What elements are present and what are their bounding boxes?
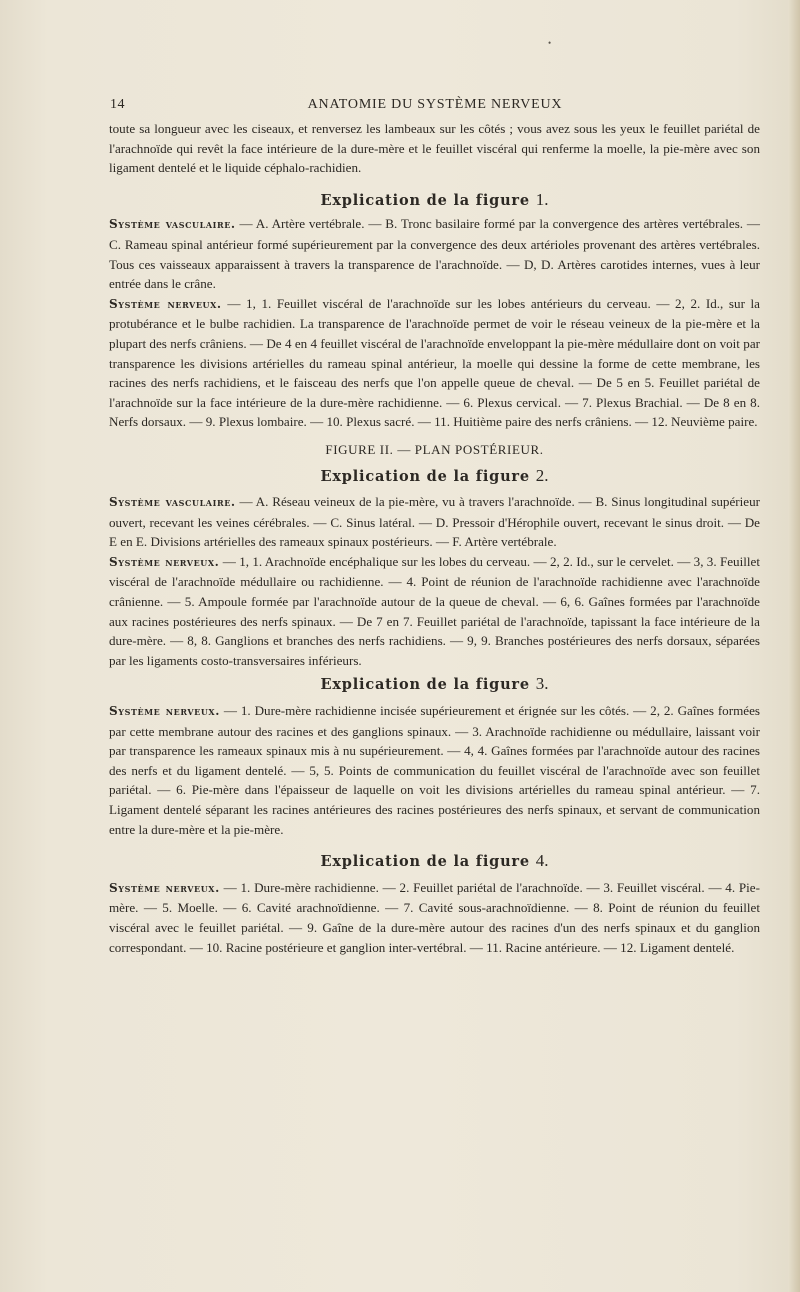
figure-1-vascular-paragraph: [109, 214, 760, 293]
page-body: [109, 119, 760, 957]
figure-1-vascular-lead: Système vasculaire.: [109, 217, 236, 232]
figure-2-nervous-paragraph: [109, 552, 760, 671]
figure-2-vascular-paragraph: [109, 492, 760, 552]
figure-3-nervous-paragraph: [109, 701, 760, 839]
figure-4-nervous-paragraph: [109, 878, 760, 957]
figure-2-heading: [109, 466, 760, 487]
figure-1-vascular-text: — A. Artère vertébrale. — B. Tronc basilaire formé par la convergence des artères vertébrales. — C. Rameau spinal antérieur formé supérieurement par la convergence des deux artérioles provenant des artères vertébrales. Tous ces vaisseaux apparaissent à travers la transparence de l'arachnoïde. — D, D. Artères carotides internes, vues à leur entrée dans le crâne.: [109, 216, 760, 292]
ink-speck: •: [548, 38, 552, 48]
figure-4-heading-number: 4.: [535, 851, 549, 871]
figure-3-nervous-lead: Système nerveux.: [109, 704, 220, 719]
figure-1-nervous-paragraph: [109, 294, 760, 432]
figure-2-heading-text: Explication de la figure: [320, 467, 530, 485]
figure-4-heading-text: Explication de la figure: [320, 853, 530, 871]
figure-2-title: FIGURE II. — PLAN POSTÉRIEUR.: [325, 441, 544, 457]
figure-1-heading-text: Explication de la figure: [320, 191, 530, 209]
figure-3-heading-text: Explication de la figure: [320, 676, 530, 694]
figure-2-nervous-text: — 1, 1. Arachnoïde encéphalique sur les lobes du cerveau. — 2, 2. Id., sur le cervelet. — 3, 3. Feuillet viscéral de l'arachnoïde médullaire ou rachidienne. — 4. Point de réunion de l'arachnoïde rachidienne avec l'arachnoïde crânienne. — 5. Ampoule formée par l'arachnoïde autour de la queue de cheval. — 6, 6. Gaînes formées par l'arachnoïde aux racines postérieures des nerfs spinaux. — De 7 en 7. Feuillet pariétal de l'arachnoïde, tapissant la face intérieure de la dure-mère. — 8, 8. Ganglions et branches des nerfs rachidiens. — 9, 9. Branches postérieures des nerfs dorsaux, séparées par les ligaments costo-transversaires inférieurs.: [109, 553, 760, 668]
figure-1-nervous-lead: Système nerveux.: [109, 296, 222, 311]
figure-3-heading-number: 3.: [535, 674, 549, 694]
running-title: ANATOMIE DU SYSTÈME NERVEUX: [307, 97, 563, 112]
figure-2-vascular-text: — A. Réseau veineux de la pie-mère, vu à travers l'arachnoïde. — B. Sinus longitudinal supérieur ouvert, recevant les veines cérébrales. — C. Sinus latéral. — D. Pressoir d'Hérophile ouvert, recevant le sinus droit. — De E en E. Divisions artérielles des rameaux spinaux postérieurs. — F. Artère vertébrale.: [109, 494, 760, 550]
figure-4-nervous-text: — 1. Dure-mère rachidienne. — 2. Feuillet pariétal de l'arachnoïde. — 3. Feuillet viscéral. — 4. Pie-mère. — 5. Moelle. — 6. Cavité arachnoïdienne. — 7. Cavité sous-arachnoïdienne. — 8. Point de réunion du feuillet viscéral avec le feuillet pariétal. — 9. Gaîne de la dure-mère autour des racines d'un des nerfs spinaux et du ganglion correspondant. — 10. Racine postérieure et ganglion inter-vertébral. — 11. Racine antérieure. — 12. Ligament dentelé.: [109, 879, 760, 955]
figure-4-heading: [109, 851, 760, 872]
intro-paragraph: toute sa longueur avec les ciseaux, et renversez les lambeaux sur les côtés ; vous avez sous les yeux le feuillet pariétal de l'arachnoïde qui revêt la face intérieure de la dure-mère et le feuillet viscéral qui renferme la moelle, la pie-mère avec son ligament dentelé et le liquide céphalo-rachidien.: [109, 121, 760, 176]
page-number: 14: [110, 97, 125, 112]
page-edge: [788, 0, 800, 1292]
figure-2-nervous-lead: Système nerveux.: [109, 554, 220, 569]
figure-2-heading-number: 2.: [535, 465, 549, 485]
figure-1-heading-number: 1.: [535, 189, 549, 209]
figure-2-vascular-lead: Système vasculaire.: [109, 495, 236, 510]
figure-1-nervous-text: — 1, 1. Feuillet viscéral de l'arachnoïde sur les lobes antérieurs du cerveau. — 2, 2. Id., sur la protubérance et le bulbe rachidien. La transparence de l'arachnoïde permet de voir le réseau veineux de la pie-mère et la plupart des nerfs crâniens. — De 4 en 4 feuillet viscéral de l'arachnoïde enveloppant la pie-mère médullaire dont on voit par transparence les divisions artérielles du rameau spinal antérieur, la moelle qui dessine la forme de cette membrane, les racines des nerfs rachidiens, et le faisceau des nerfs que l'on appelle queue de cheval. — De 5 en 5. Feuillet pariétal de l'arachnoïde sur la face intérieure de la dure-mère rachidienne. — 6. Plexus cervical. — 7. Plexus Brachial. — De 8 en 8. Nerfs dorsaux. — 9. Plexus lombaire. — 10. Plexus sacré. — 11. Huitième paire des nerfs crâniens. — 12. Neuvième paire.: [109, 295, 760, 430]
figure-4-nervous-lead: Système nerveux.: [109, 880, 220, 895]
running-head: [110, 97, 760, 117]
figure-3-nervous-text: — 1. Dure-mère rachidienne incisée supérieurement et érignée sur les côtés. — 2, 2. Gaînes formées par cette membrane autour des racines et des ganglions spinaux. — 3. Arachnoïde rachidienne ou médullaire, laissant voir par transparence les rameaux spinaux mis à nu supérieurement. — 4, 4. Gaînes formées par l'arachnoïde autour des racines des nerfs et du ligament dentelé. — 5, 5. Points de communication du feuillet viscéral de l'arachnoïde avec son feuillet pariétal. — 6. Pie-mère dans l'épaisseur de laquelle on voit les divisions artérielles du rameau spinal antérieur. — 7. Ligament dentelé séparant les racines antérieures des racines postérieures des nerfs spinaux, et servant de communication entre la dure-mère et la pie-mère.: [109, 703, 760, 837]
figure-3-heading: [109, 674, 760, 695]
figure-1-heading: [109, 190, 760, 211]
